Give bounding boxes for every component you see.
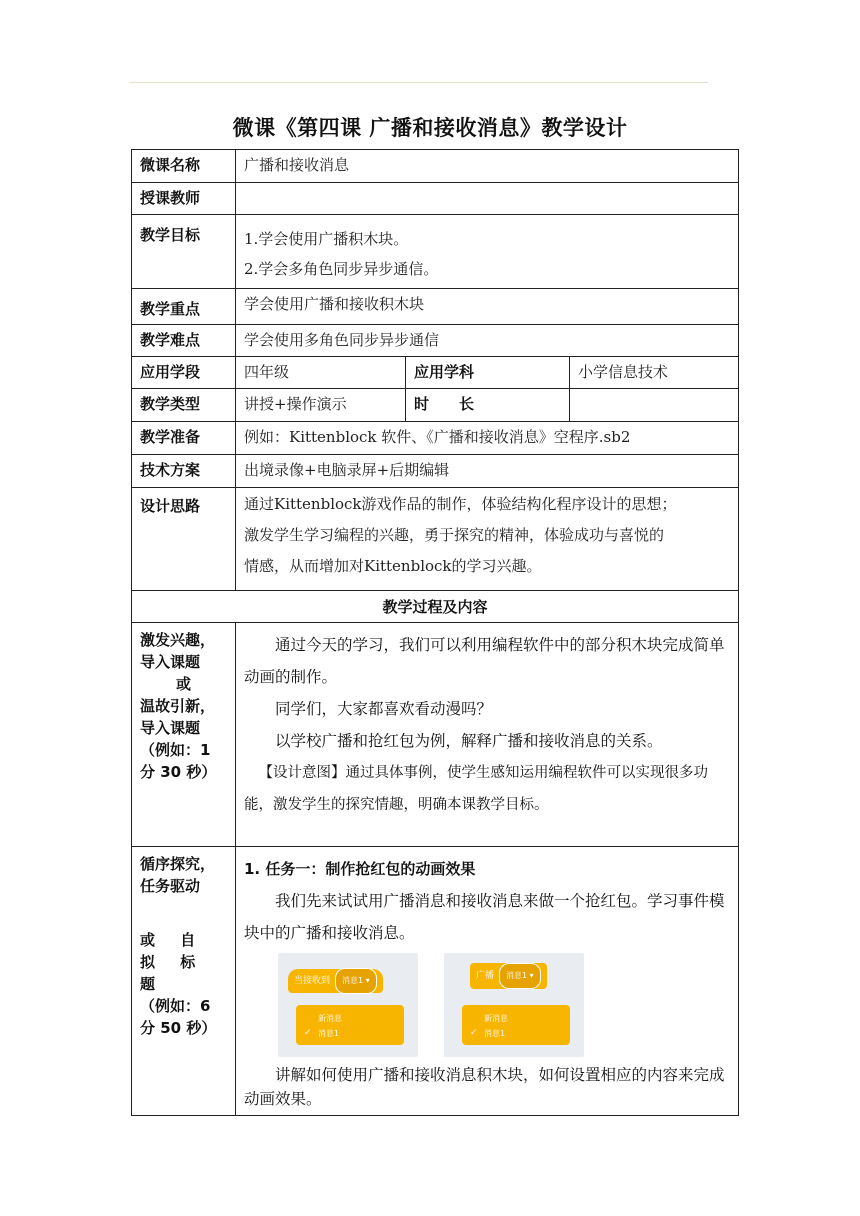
stage1-label-line: （例如：1 xyxy=(140,741,211,759)
prep-value: 例如：Kittenblock 软件、《广播和接收消息》空程序.sb2 xyxy=(236,422,739,455)
message-menu xyxy=(462,1005,570,1045)
row-course-name xyxy=(132,150,739,183)
row-tech xyxy=(132,455,739,488)
check-icon: ✓ xyxy=(470,1028,478,1038)
stage2-label-line: 或 自 拟 标 xyxy=(140,931,206,971)
subject-value: 小学信息技术 xyxy=(570,357,739,389)
header-rule xyxy=(130,82,708,83)
menu-item-new-message: 新消息 xyxy=(318,1014,342,1023)
duration-value xyxy=(570,389,739,422)
row-teacher xyxy=(132,183,739,215)
key-point-label: 教学重点 xyxy=(132,289,236,325)
task-outro: 讲解如何使用广播和接收消息积木块，如何设置相应的内容来完成动画效果。 xyxy=(244,1066,725,1108)
document-title: 微课《第四课 广播和接收消息》教学设计 xyxy=(232,116,628,140)
message-dropdown: 消息1 ▾ xyxy=(335,968,377,994)
stage2-label xyxy=(132,847,236,1116)
block-screenshots xyxy=(244,953,730,1057)
goal-line: 1.学会使用广播积木块。 xyxy=(244,230,409,248)
course-name-value: 广播和接收消息 xyxy=(236,150,739,183)
task-one-title: 1. 任务一：制作抢红包的动画效果 xyxy=(244,860,476,878)
stage1-label-line: 分 30 秒） xyxy=(140,763,217,781)
stage2-label-line xyxy=(140,897,227,929)
receive-block-screenshot xyxy=(278,953,418,1057)
key-point-value: 学会使用广播和接收积木块 xyxy=(236,289,739,325)
row-type xyxy=(132,389,739,422)
grade-label: 应用学段 xyxy=(132,357,236,389)
row-grade xyxy=(132,357,739,389)
goals-value xyxy=(236,215,739,289)
stage2-label-line: 任务驱动 xyxy=(140,877,201,895)
stage1-paragraph: 通过今天的学习，我们可以利用编程软件中的部分积木块完成简单动画的制作。 xyxy=(244,636,725,686)
tech-label: 技术方案 xyxy=(132,455,236,488)
design-line: 情感，从而增加对Kittenblock的学习兴趣。 xyxy=(244,557,542,575)
row-stage-1 xyxy=(132,623,739,847)
design-line: 激发学生学习编程的兴趣，勇于探究的精神，体验成功与喜悦的 xyxy=(244,526,665,544)
menu-item-message1: 消息1 xyxy=(484,1029,506,1038)
row-prep xyxy=(132,422,739,455)
stage1-label-line: 温故引新， xyxy=(140,697,216,715)
design-intent-note: 【设计意图】通过具体事例，使学生感知运用编程软件可以实现很多功能，激发学生的探究情趣，明确本课教学目标。 xyxy=(244,765,708,813)
difficulty-value: 学会使用多角色同步异步通信 xyxy=(236,325,739,357)
stage2-label-line: 循序探究， xyxy=(140,855,216,873)
message-menu xyxy=(296,1005,404,1045)
process-header: 教学过程及内容 xyxy=(132,591,739,623)
when-receive-text: 当接收到 xyxy=(294,976,331,986)
stage1-label-line: 或 xyxy=(175,675,191,693)
stage1-label-line: 激发兴趣， xyxy=(140,631,216,649)
when-receive-block xyxy=(288,969,383,993)
stage1-label-line: 导入课题 xyxy=(140,653,201,671)
row-key-point xyxy=(132,289,739,325)
type-value: 讲授+操作演示 xyxy=(236,389,406,422)
stage2-label-line: 题 xyxy=(140,975,156,993)
broadcast-block xyxy=(470,963,547,989)
teacher-value xyxy=(236,183,739,215)
row-goals xyxy=(132,215,739,289)
row-process-header xyxy=(132,591,739,623)
row-stage-2 xyxy=(132,847,739,1116)
design-line: 通过Kittenblock游戏作品的制作，体验结构化程序设计的思想； xyxy=(244,495,677,513)
duration-label: 时 长 xyxy=(406,389,570,422)
prep-label: 教学准备 xyxy=(132,422,236,455)
stage1-label-line: 导入课题 xyxy=(140,719,201,737)
row-design xyxy=(132,488,739,591)
stage2-label-line: （例如：6 xyxy=(140,997,211,1015)
stage1-label xyxy=(132,623,236,847)
menu-item-message1: 消息1 xyxy=(318,1029,340,1038)
stage2-label-line: 分 50 秒） xyxy=(140,1019,217,1037)
menu-item-new-message: 新消息 xyxy=(484,1014,508,1023)
row-difficulty xyxy=(132,325,739,357)
broadcast-block-screenshot xyxy=(444,953,584,1057)
course-name-label: 微课名称 xyxy=(132,150,236,183)
difficulty-label: 教学难点 xyxy=(132,325,236,357)
subject-label: 应用学科 xyxy=(406,357,570,389)
stage2-content xyxy=(236,847,739,1116)
lesson-plan-table xyxy=(131,149,739,1116)
goals-label: 教学目标 xyxy=(132,215,236,289)
stage1-paragraph: 以学校广播和抢红包为例，解释广播和接收消息的关系。 xyxy=(275,732,663,750)
tech-value: 出境录像+电脑录屏+后期编辑 xyxy=(236,455,739,488)
stage1-paragraph: 同学们，大家都喜欢看动漫吗？ xyxy=(275,700,493,718)
message-dropdown: 消息1 ▾ xyxy=(499,963,541,989)
task-intro: 我们先来试试用广播消息和接收消息来做一个抢红包。学习事件模块中的广播和接收消息。 xyxy=(244,892,725,942)
design-label: 设计思路 xyxy=(132,488,236,591)
goal-line: 2.学会多角色同步异步通信。 xyxy=(244,260,439,278)
broadcast-text: 广播 xyxy=(476,971,495,981)
design-value xyxy=(236,488,739,591)
teacher-label: 授课教师 xyxy=(132,183,236,215)
grade-value: 四年级 xyxy=(236,357,406,389)
stage1-content xyxy=(236,623,739,847)
type-label: 教学类型 xyxy=(132,389,236,422)
check-icon: ✓ xyxy=(304,1028,312,1038)
